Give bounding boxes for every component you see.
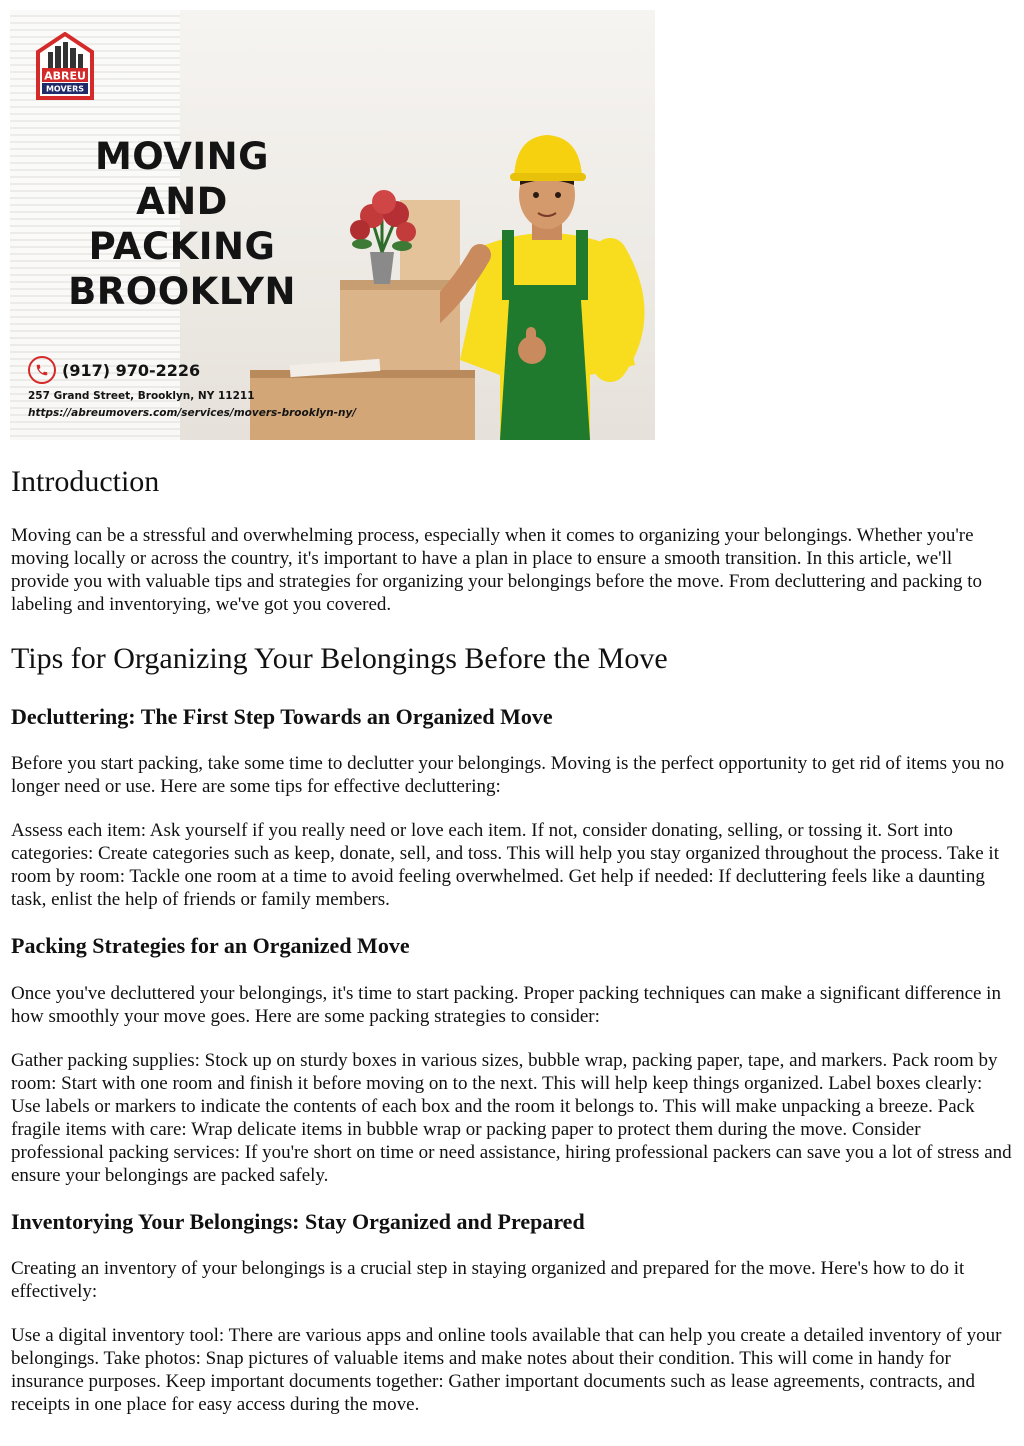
street-address: 257 Grand Street, Brooklyn, NY 11211 [28,390,255,402]
flower-plant [332,180,432,290]
packing-paragraph-1: Once you've decluttered your belongings, it's time to start packing. Proper packing techniques can make a significant difference in how smoothly your move goes. Here are some packing strategies to consider: [11,982,1001,1027]
hero-title-line-2: AND [136,180,228,223]
inventory-paragraph-1: Creating an inventory of your belongings is a crucial step in staying organized and prepared for the move. Here's how to do it effectively: [11,1258,965,1303]
phone-number: (917) 970-2226 [62,360,201,380]
inventory-paragraph-2: Use a digital inventory tool: There are various apps and online tools available that can help you create a detailed inventory of your belongings. Take photos: Snap pictures of valuable items and make notes about their condition. This will come in handy for insurance purposes. Keep important documents together: Gather important documents such as lease agreements, contracts, and receipts in one place for easy access during the move. [11,1325,1002,1416]
contact-info [28,356,356,419]
mover-worker-illustration [440,135,655,440]
decluttering-heading: Decluttering: The First Step Towards an Organized Move [11,704,553,729]
article-body [11,458,1013,1416]
packing-heading: Packing Strategies for an Organized Move [11,933,410,959]
abreu-movers-logo [36,32,94,104]
tips-heading: Tips for Organizing Your Belongings Before the Move [11,642,668,675]
website-url: https://abreumovers.com/services/movers-brooklyn-ny/ [28,407,357,419]
hero-title-line-3: PACKING [88,225,276,268]
hero-title-line-1: MOVING [94,135,270,178]
intro-heading: Introduction [11,465,160,498]
intro-paragraph: Moving can be a stressful and overwhelming process, especially when it comes to organizing your belongings. Whether you're moving locally or across the country, it's important to have a plan in place to ensure a smooth transition. In this article, we'll provide you with valuable tips and strategies for organizing your belongings before the move. From decluttering and packing to labeling and inventorying, we've got you covered. [11,525,983,615]
packing-paragraph-2: Gather packing supplies: Stock up on sturdy boxes in various sizes, bubble wrap, packing paper, tape, and markers. Pack room by room: Start with one room and finish it before moving on to the next. This will help keep things organized. Label boxes clearly: Use labels or markers to indicate the contents of each box and the room it belongs to. This will make unpacking a breeze. Pack fragile items with care: Wrap delicate items in bubble wrap or packing paper to protect them during the move. Consider professional packing services: If you're short on time or need assistance, hiring professional packers can save you a lot of stress and ensure your belongings are packed safely. [11,1049,1012,1186]
svg-text:ABREU: ABREU [44,69,86,83]
phone-icon [28,356,56,384]
svg-text:MOVERS: MOVERS [45,84,85,94]
hero-title-line-4: BROOKLYN [68,270,296,313]
inventory-heading: Inventorying Your Belongings: Stay Organized and Prepared [11,1208,585,1234]
decluttering-paragraph-2: Assess each item: Ask yourself if you really need or love each item. If not, consider donating, selling, or tossing it. Sort into categories: Create categories such as keep, donate, sell, and toss. This will help you stay organized throughout the process. Take it room by room: Tackle one room at a time to avoid feeling overwhelmed. Get help if needed: If decluttering feels like a daunting task, enlist the help of friends or family members. [11,820,999,911]
hero-banner [10,10,655,440]
decluttering-paragraph-1: Before you start packing, take some time to declutter your belongings. Moving is the perfect opportunity to get rid of items you no longer need or use. Here are some tips for effective decluttering: [11,753,1005,798]
